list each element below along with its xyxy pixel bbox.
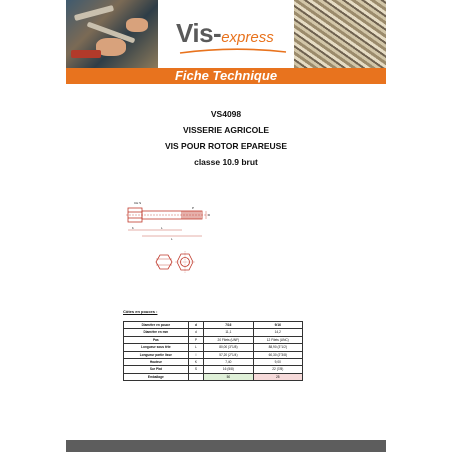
drawing-dim-D: D <box>208 213 211 217</box>
drawing-label-top: CH S <box>134 201 142 205</box>
table-cell-v1: 57,20 (2"1/4) <box>204 351 253 358</box>
table-cell-v1: 7,40 <box>204 359 253 366</box>
product-category: VISSERIE AGRICOLE <box>182 125 270 135</box>
table-cell-sym: d <box>188 322 203 329</box>
vis-express-logo <box>176 18 296 52</box>
table-cell-label: Sur Plat <box>124 366 189 373</box>
table-cell-sym <box>188 373 203 380</box>
ribbon-title: Fiche Technique <box>66 68 386 84</box>
table-cell-sym: l <box>188 351 203 358</box>
logo-sub-text: express <box>221 29 274 46</box>
table-cell-v1: 7/16 <box>204 322 253 329</box>
table-cell-v2: 60,30 (2"3/8) <box>253 351 302 358</box>
product-class: classe 10.9 brut <box>194 157 258 167</box>
technical-sheet <box>66 0 386 452</box>
table-cell-v2: 9,00 <box>253 359 302 366</box>
table-cell-label: Longueur partie lisse <box>124 351 189 358</box>
logo-main-text: Vis- <box>176 18 222 48</box>
table-cell-label: Diamètre en pouce <box>124 322 189 329</box>
table-cell-label: Hauteur <box>124 359 189 366</box>
screw-head-side-view-icon <box>156 255 172 269</box>
header-photo-screws <box>294 0 386 68</box>
table-row <box>124 329 303 336</box>
table-row <box>124 322 303 329</box>
product-description: VIS POUR ROTOR EPAREUSE <box>164 141 287 151</box>
header-banner <box>66 0 386 68</box>
table-row <box>124 366 303 373</box>
table-cell-label: Emballage <box>124 373 189 380</box>
table-cell-v1: 20 Filets (UNF) <box>204 336 253 343</box>
screw-head-hexagon-icon <box>175 251 195 273</box>
table-cell-v1: 50 <box>204 373 253 380</box>
table-row <box>124 351 303 358</box>
table-cell-sym: S <box>188 366 203 373</box>
drawing-dim-P: P <box>192 206 195 210</box>
specs-table <box>123 321 303 381</box>
drawing-dim-L: L <box>171 237 173 241</box>
product-title-block <box>66 106 386 170</box>
table-cell-sym: L <box>188 344 203 351</box>
table-cell-sym: K <box>188 359 203 366</box>
table-row <box>124 373 303 380</box>
drawing-dim-b: b <box>132 226 134 230</box>
table-cell-v2: 25 <box>253 373 302 380</box>
table-cell-label: Pas <box>124 336 189 343</box>
table-cell-v1: 11,1 <box>204 329 253 336</box>
table-cell-label: Longueur sous tête <box>124 344 189 351</box>
table-cell-sym: d <box>188 329 203 336</box>
logo-swoosh-icon <box>178 48 288 56</box>
table-cell-v2: 88,90 (3"1/2) <box>253 344 302 351</box>
product-reference: VS4098 <box>210 109 242 119</box>
table-cell-v1: 80,00 (3"1/8) <box>204 344 253 351</box>
table-cell-v2: 22 (7/8) <box>253 366 302 373</box>
header-photo-tools <box>66 0 158 68</box>
specs-section-label: Côtes en pouces : <box>123 309 158 314</box>
table-cell-v1: 16 (5/8) <box>204 366 253 373</box>
table-cell-v2: 9/16 <box>253 322 302 329</box>
table-row <box>124 359 303 366</box>
table-cell-label: Diamètre en mm <box>124 329 189 336</box>
table-row <box>124 344 303 351</box>
table-cell-v2: 12 Filets (UNC) <box>253 336 302 343</box>
table-cell-sym: P <box>188 336 203 343</box>
table-cell-v2: 14,2 <box>253 329 302 336</box>
footer-bar <box>66 440 386 452</box>
screw-technical-drawing <box>126 196 286 296</box>
table-row <box>124 336 303 343</box>
drawing-dim-l: L <box>161 226 163 230</box>
